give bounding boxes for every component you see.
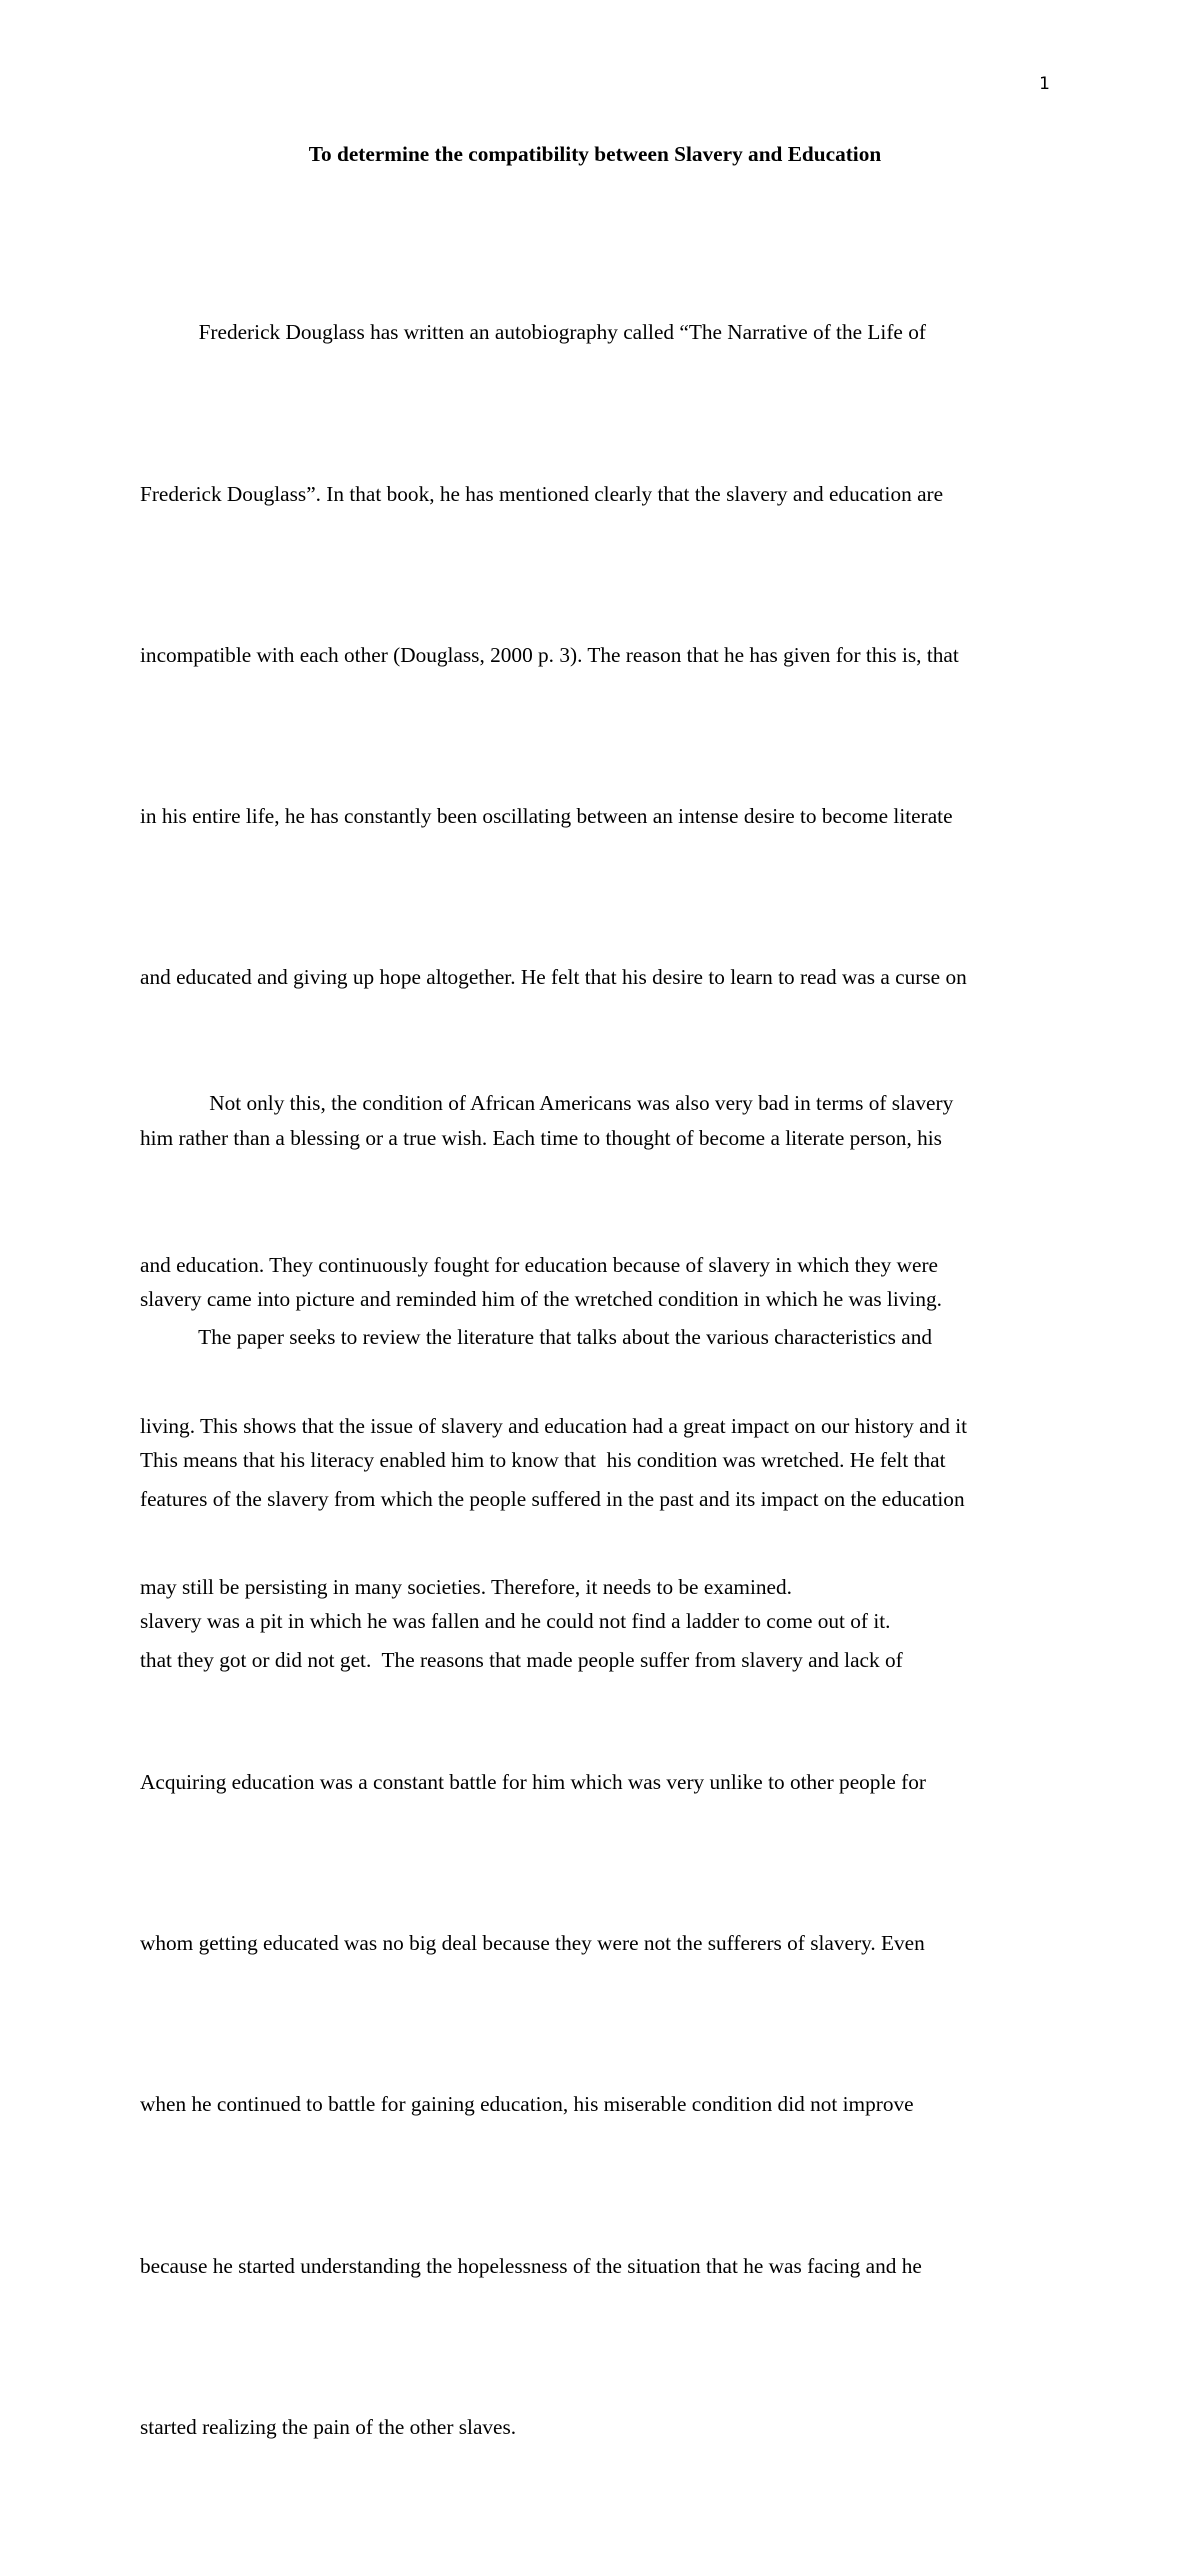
- paragraph-line: slavery came into picture and reminded him of the wretched condition in which he was living.: [140, 1286, 942, 1311]
- paragraph-line: and educated and giving up hope altogether. He felt that his desire to learn to read was a curse on: [140, 964, 967, 989]
- paragraph-line: that they got or did not get. The reasons that made people suffer from slavery and lack of: [140, 1647, 903, 1672]
- paragraph-line: in his entire life, he has constantly been oscillating between an intense desire to become literate: [140, 803, 953, 828]
- paragraph-line: because he started understanding the hopelessness of the situation that he was facing and he: [140, 2253, 922, 2278]
- paragraph-line: whom getting educated was no big deal because they were not the sufferers of slavery. Even: [140, 1931, 925, 1956]
- paragraph-line: living. This shows that the issue of slavery and education had a great impact on our history and it: [140, 1413, 968, 1438]
- paragraph-line: incompatible with each other (Douglass, 2000 p. 3). The reason that he has given for this is, that: [140, 642, 959, 667]
- paragraph-line: when he continued to battle for gaining education, his miserable condition did not improve: [140, 2092, 914, 2117]
- page-number: 1: [1039, 74, 1050, 94]
- paragraph-line: Frederick Douglass has written an autobiography called “The Narrative of the Life of: [140, 320, 926, 345]
- paragraph-line: him rather than a blessing or a true wish. Each time to thought of become a literate person, his: [140, 1125, 942, 1150]
- paragraph-line: may still be persisting in many societies. Therefore, it needs to be examined.: [140, 1574, 792, 1599]
- paragraph-line: This means that his literacy enabled him to know that his condition was wretched. He felt that: [140, 1448, 946, 1473]
- paragraph-line: features of the slavery from which the people suffered in the past and its impact on the education: [140, 1486, 965, 1511]
- document-title: To determine the compatibility between Slavery and Education: [308, 142, 882, 166]
- paragraph-line: Acquiring education was a constant battle for him which was very unlike to other people for: [140, 1770, 926, 1795]
- paragraph-line: slavery was a pit in which he was fallen and he could not find a ladder to come out of it.: [140, 1609, 891, 1634]
- paragraph-line: The paper seeks to review the literature that talks about the various characteristics and: [140, 1325, 933, 1350]
- paragraph-line: Frederick Douglass”. In that book, he has mentioned clearly that the slavery and education are: [140, 481, 944, 506]
- paragraph-line: started realizing the pain of the other slaves.: [140, 2414, 517, 2439]
- paragraph-line: and education. They continuously fought for education because of slavery in which they were: [140, 1252, 938, 1277]
- paragraph-3: [140, 1204, 1070, 1795]
- paragraph-line: Not only this, the condition of African Americans was also very bad in terms of slavery: [140, 1091, 954, 1116]
